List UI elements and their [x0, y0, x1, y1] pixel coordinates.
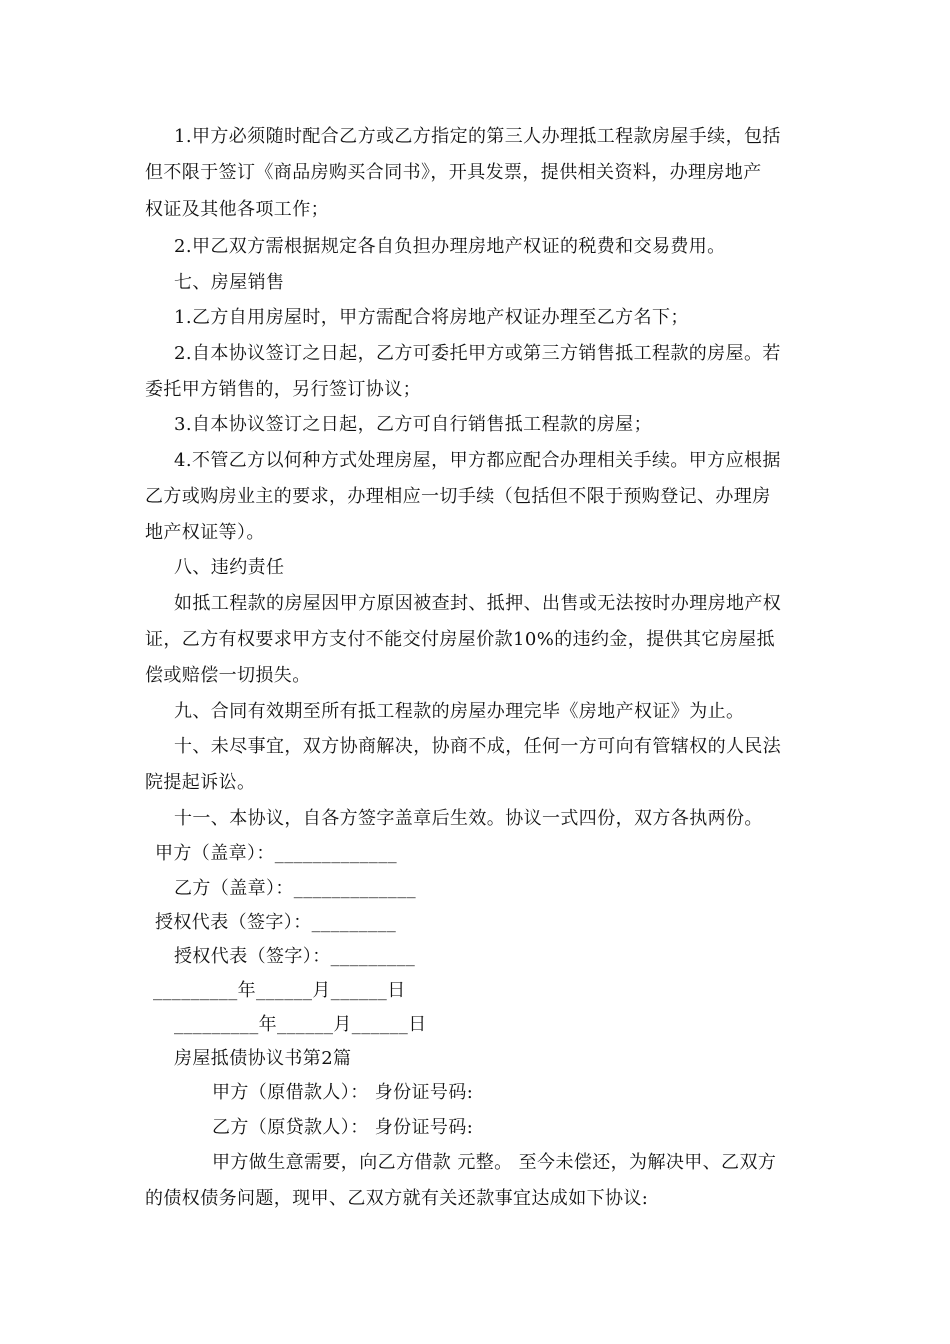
paragraph-line: 的债权债务问题，现甲、乙双方就有关还款事宜达成如下协议:: [145, 1188, 649, 1209]
paragraph-line: 3.自本协议签订之日起，乙方可自行销售抵工程款的房屋；: [174, 414, 652, 435]
paragraph-line: 但不限于签订《商品房购买合同书》，开具发票，提供相关资料，办理房地产: [145, 162, 762, 183]
date-line: _________年______月______日: [174, 1014, 427, 1035]
paragraph-line: 甲方做生意需要，向乙方借款 元整。 至今未偿还，为解决甲、乙双方: [212, 1152, 777, 1173]
party-line: 乙方（原贷款人）： 身份证号码:: [212, 1117, 474, 1138]
paragraph-line: 1.甲方必须随时配合乙方或乙方指定的第三人办理抵工程款房屋手续，包括: [174, 126, 781, 147]
paragraph-line: 2.甲乙双方需根据规定各自负担办理房地产权证的税费和交易费用。: [174, 236, 726, 257]
paragraph-line: 院提起诉讼。: [145, 772, 256, 793]
party-line: 甲方（原借款人）： 身份证号码:: [212, 1082, 474, 1103]
paragraph-line: 偿或赔偿一切损失。: [145, 665, 311, 686]
signature-line: 甲方（盖章）：_____________: [155, 843, 397, 864]
signature-line: 授权代表（签字）：_________: [174, 946, 416, 967]
paragraph-line: 证，乙方有权要求甲方支付不能交付房屋价款10%的违约金，提供其它房屋抵: [145, 629, 776, 650]
document-title: 房屋抵债协议书第2篇: [174, 1048, 352, 1069]
paragraph-line: 乙方或购房业主的要求，办理相应一切手续（包括但不限于预购登记、办理房: [145, 486, 771, 507]
paragraph-line: 委托甲方销售的，另行签订协议；: [145, 379, 421, 400]
paragraph-line: 九、合同有效期至所有抵工程款的房屋办理完毕《房地产权证》为止。: [174, 701, 745, 722]
paragraph-line: 2.自本协议签订之日起，乙方可委托甲方或第三方销售抵工程款的房屋。若: [174, 343, 781, 364]
section-heading: 八、违约责任: [174, 557, 285, 578]
paragraph-line: 十、未尽事宜，双方协商解决，协商不成，任何一方可向有管辖权的人民法: [174, 736, 782, 757]
signature-line: 授权代表（签字）：_________: [155, 912, 397, 933]
signature-line: 乙方（盖章）：_____________: [174, 878, 416, 899]
paragraph-line: 4.不管乙方以何种方式处理房屋，甲方都应配合办理相关手续。甲方应根据: [174, 450, 781, 471]
paragraph-line: 权证及其他各项工作；: [145, 199, 329, 220]
paragraph-line: 如抵工程款的房屋因甲方原因被查封、抵押、出售或无法按时办理房地产权: [174, 593, 782, 614]
paragraph-line: 地产权证等）。: [145, 522, 265, 543]
paragraph-line: 1.乙方自用房屋时，甲方需配合将房地产权证办理至乙方名下；: [174, 307, 689, 328]
date-line: _________年______月______日: [153, 980, 406, 1001]
paragraph-line: 十一、本协议，自各方签字盖章后生效。协议一式四份，双方各执两份。: [174, 808, 763, 829]
section-heading: 七、房屋销售: [174, 272, 285, 293]
